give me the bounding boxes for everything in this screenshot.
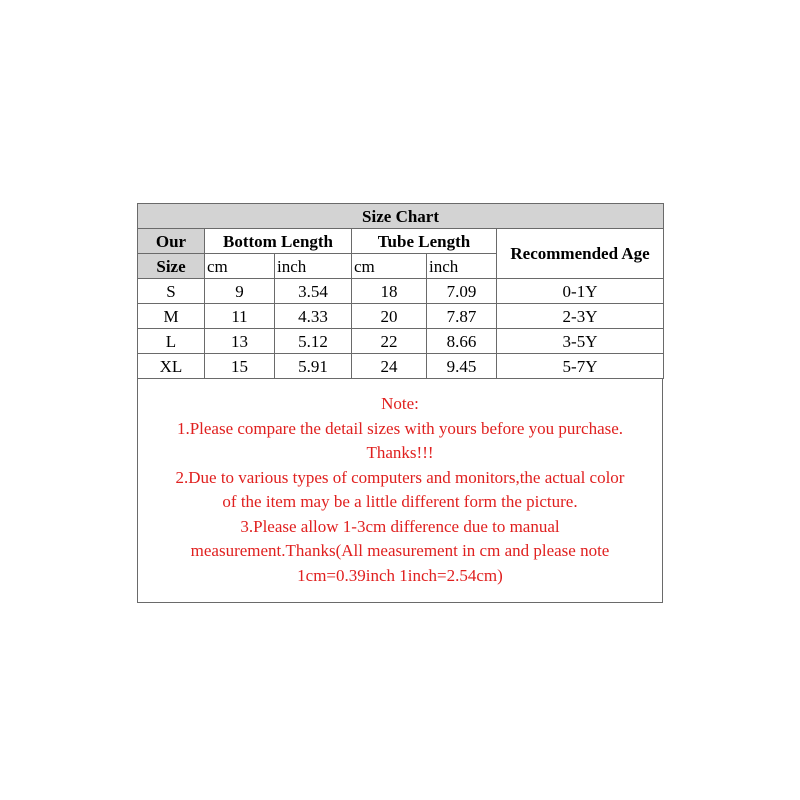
table-row — [138, 354, 664, 379]
size-cell: XL — [138, 354, 205, 379]
note-heading: Note: — [381, 394, 419, 413]
header-tube-length: Tube Length — [352, 229, 497, 254]
header-bottom-length: Bottom Length — [205, 229, 352, 254]
bottom-cm-cell: 13 — [205, 329, 275, 354]
tube-inch-cell: 9.45 — [427, 354, 497, 379]
unit-bottom-cm: cm — [205, 254, 275, 279]
size-cell: L — [138, 329, 205, 354]
size-cell: M — [138, 304, 205, 329]
note-line: Thanks!!! — [366, 443, 434, 462]
tube-cm-cell: 20 — [352, 304, 427, 329]
bottom-cm-cell: 11 — [205, 304, 275, 329]
table-row — [138, 304, 664, 329]
header-recommended-age: Recommended Age — [497, 229, 664, 279]
tube-inch-cell: 7.09 — [427, 279, 497, 304]
header-our-size-line1: Our — [138, 229, 205, 254]
unit-tube-cm: cm — [352, 254, 427, 279]
bottom-inch-cell: 5.91 — [275, 354, 352, 379]
table-row — [138, 329, 664, 354]
table-row — [138, 279, 664, 304]
tube-cm-cell: 24 — [352, 354, 427, 379]
bottom-cm-cell: 15 — [205, 354, 275, 379]
size-cell: S — [138, 279, 205, 304]
note-line: 1cm=0.39inch 1inch=2.54cm) — [297, 565, 503, 585]
tube-cm-cell: 18 — [352, 279, 427, 304]
notes-section — [137, 379, 663, 603]
tube-inch-cell: 8.66 — [427, 329, 497, 354]
tube-cm-cell: 22 — [352, 329, 427, 354]
tube-inch-cell: 7.87 — [427, 304, 497, 329]
bottom-cm-cell: 9 — [205, 279, 275, 304]
age-cell: 2-3Y — [497, 304, 664, 329]
header-our-size-line2: Size — [138, 254, 205, 279]
note-line: 1.Please compare the detail sizes with yours before you purchase. — [176, 418, 624, 438]
age-cell: 0-1Y — [497, 279, 664, 304]
note-line: 2.Due to various types of computers and monitors,the actual color — [175, 467, 625, 487]
age-cell: 3-5Y — [497, 329, 664, 354]
note-line: 3.Please allow 1-3cm difference due to manual — [240, 516, 560, 536]
chart-title: Size Chart — [138, 204, 664, 229]
bottom-inch-cell: 5.12 — [275, 329, 352, 354]
age-cell: 5-7Y — [497, 354, 664, 379]
size-table — [137, 203, 664, 379]
note-line: measurement.Thanks(All measurement in cm and please note — [190, 541, 610, 560]
unit-tube-inch: inch — [427, 254, 497, 279]
bottom-inch-cell: 4.33 — [275, 304, 352, 329]
unit-bottom-inch: inch — [275, 254, 352, 279]
bottom-inch-cell: 3.54 — [275, 279, 352, 304]
note-line: of the item may be a little different form the picture. — [222, 492, 578, 511]
size-chart — [137, 203, 663, 603]
